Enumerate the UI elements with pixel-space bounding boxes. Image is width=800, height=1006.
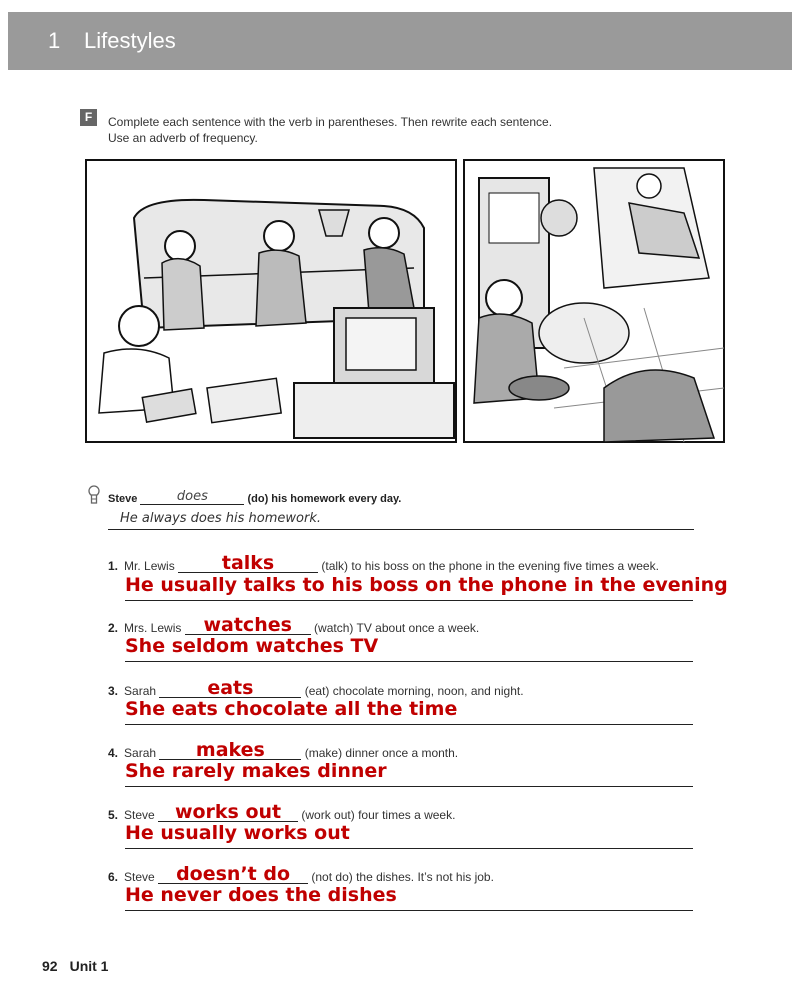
answer-text: watches xyxy=(203,614,292,636)
item-rest: (talk) to his boss on the phone in the evening five times a week. xyxy=(321,559,659,573)
answer-blank[interactable] xyxy=(158,863,308,885)
rewrite-line-3[interactable] xyxy=(125,700,693,725)
example-rewrite: He always does his homework. xyxy=(120,511,321,526)
rewrite-text: She eats chocolate all the time xyxy=(125,698,458,720)
example-sentence xyxy=(108,489,401,505)
family-illustration xyxy=(84,158,726,444)
rewrite-line-2[interactable] xyxy=(125,637,693,662)
answer-text: doesn’t do xyxy=(176,863,291,885)
rewrite-text: He never does the dishes xyxy=(125,884,397,906)
example-answer: does xyxy=(176,489,208,504)
exercise-letter-badge: F xyxy=(80,109,97,126)
exercise-instructions xyxy=(108,114,628,146)
page-footer xyxy=(42,958,108,974)
item-rest: (work out) four times a week. xyxy=(301,808,456,822)
item-rest: (eat) chocolate morning, noon, and night. xyxy=(304,684,524,698)
item-number: 2. xyxy=(108,621,119,635)
item-rest: (make) dinner once a month. xyxy=(304,746,459,760)
item-subject: Mrs. Lewis xyxy=(124,621,182,635)
rewrite-line-6[interactable] xyxy=(125,886,693,911)
item-subject: Steve xyxy=(124,808,155,822)
rewrite-text: He usually works out xyxy=(125,822,350,844)
example-rest: (do) his homework every day. xyxy=(247,493,402,505)
answer-blank[interactable] xyxy=(159,739,301,761)
chapter-header xyxy=(8,12,792,70)
answer-text: makes xyxy=(195,739,265,761)
example-blank xyxy=(140,489,244,505)
page-number: 92 xyxy=(42,958,58,974)
item-number: 4. xyxy=(108,746,119,760)
item-number: 3. xyxy=(108,684,119,698)
answer-text: eats xyxy=(207,677,254,699)
item-subject: Mr. Lewis xyxy=(124,559,175,573)
item-number: 5. xyxy=(108,808,119,822)
rewrite-text: He usually talks to his boss on the phone in the evening xyxy=(125,574,728,596)
chapter-title: Lifestyles xyxy=(84,28,176,53)
example-subject: Steve xyxy=(108,493,138,505)
item-number: 1. xyxy=(108,559,119,573)
item-rest: (not do) the dishes. It’s not his job. xyxy=(311,870,494,884)
exercise-item-1 xyxy=(108,552,659,574)
rewrite-text: She rarely makes dinner xyxy=(125,760,387,782)
item-subject: Sarah xyxy=(124,746,157,760)
answer-blank[interactable] xyxy=(159,677,301,699)
answer-blank[interactable] xyxy=(185,614,311,636)
answer-text: talks xyxy=(221,552,275,574)
exercise-item-4 xyxy=(108,739,459,761)
rewrite-line-5[interactable] xyxy=(125,824,693,849)
answer-blank[interactable] xyxy=(178,552,318,574)
lightbulb-icon xyxy=(88,485,100,507)
instruction-line-1: Complete each sentence with the verb in parentheses. Then rewrite each sentence. xyxy=(108,115,553,129)
exercise-item-3 xyxy=(108,677,524,699)
example-rewrite-line xyxy=(108,510,694,530)
unit-label: Unit 1 xyxy=(69,958,109,974)
answer-blank[interactable] xyxy=(158,801,298,823)
item-number: 6. xyxy=(108,870,119,884)
item-rest: (watch) TV about once a week. xyxy=(314,621,480,635)
illustration-svg xyxy=(84,158,726,444)
answer-text: works out xyxy=(174,801,282,823)
rewrite-line-1[interactable] xyxy=(125,574,728,601)
exercise-item-2 xyxy=(108,614,480,636)
item-subject: Sarah xyxy=(124,684,157,698)
exercise-item-6 xyxy=(108,863,494,885)
rewrite-line-4[interactable] xyxy=(125,762,693,787)
item-subject: Steve xyxy=(124,870,155,884)
rewrite-text: She seldom watches TV xyxy=(125,635,379,657)
chapter-number: 1 xyxy=(48,28,61,53)
exercise-item-5 xyxy=(108,801,456,823)
instruction-line-2: Use an adverb of frequency. xyxy=(108,131,258,145)
